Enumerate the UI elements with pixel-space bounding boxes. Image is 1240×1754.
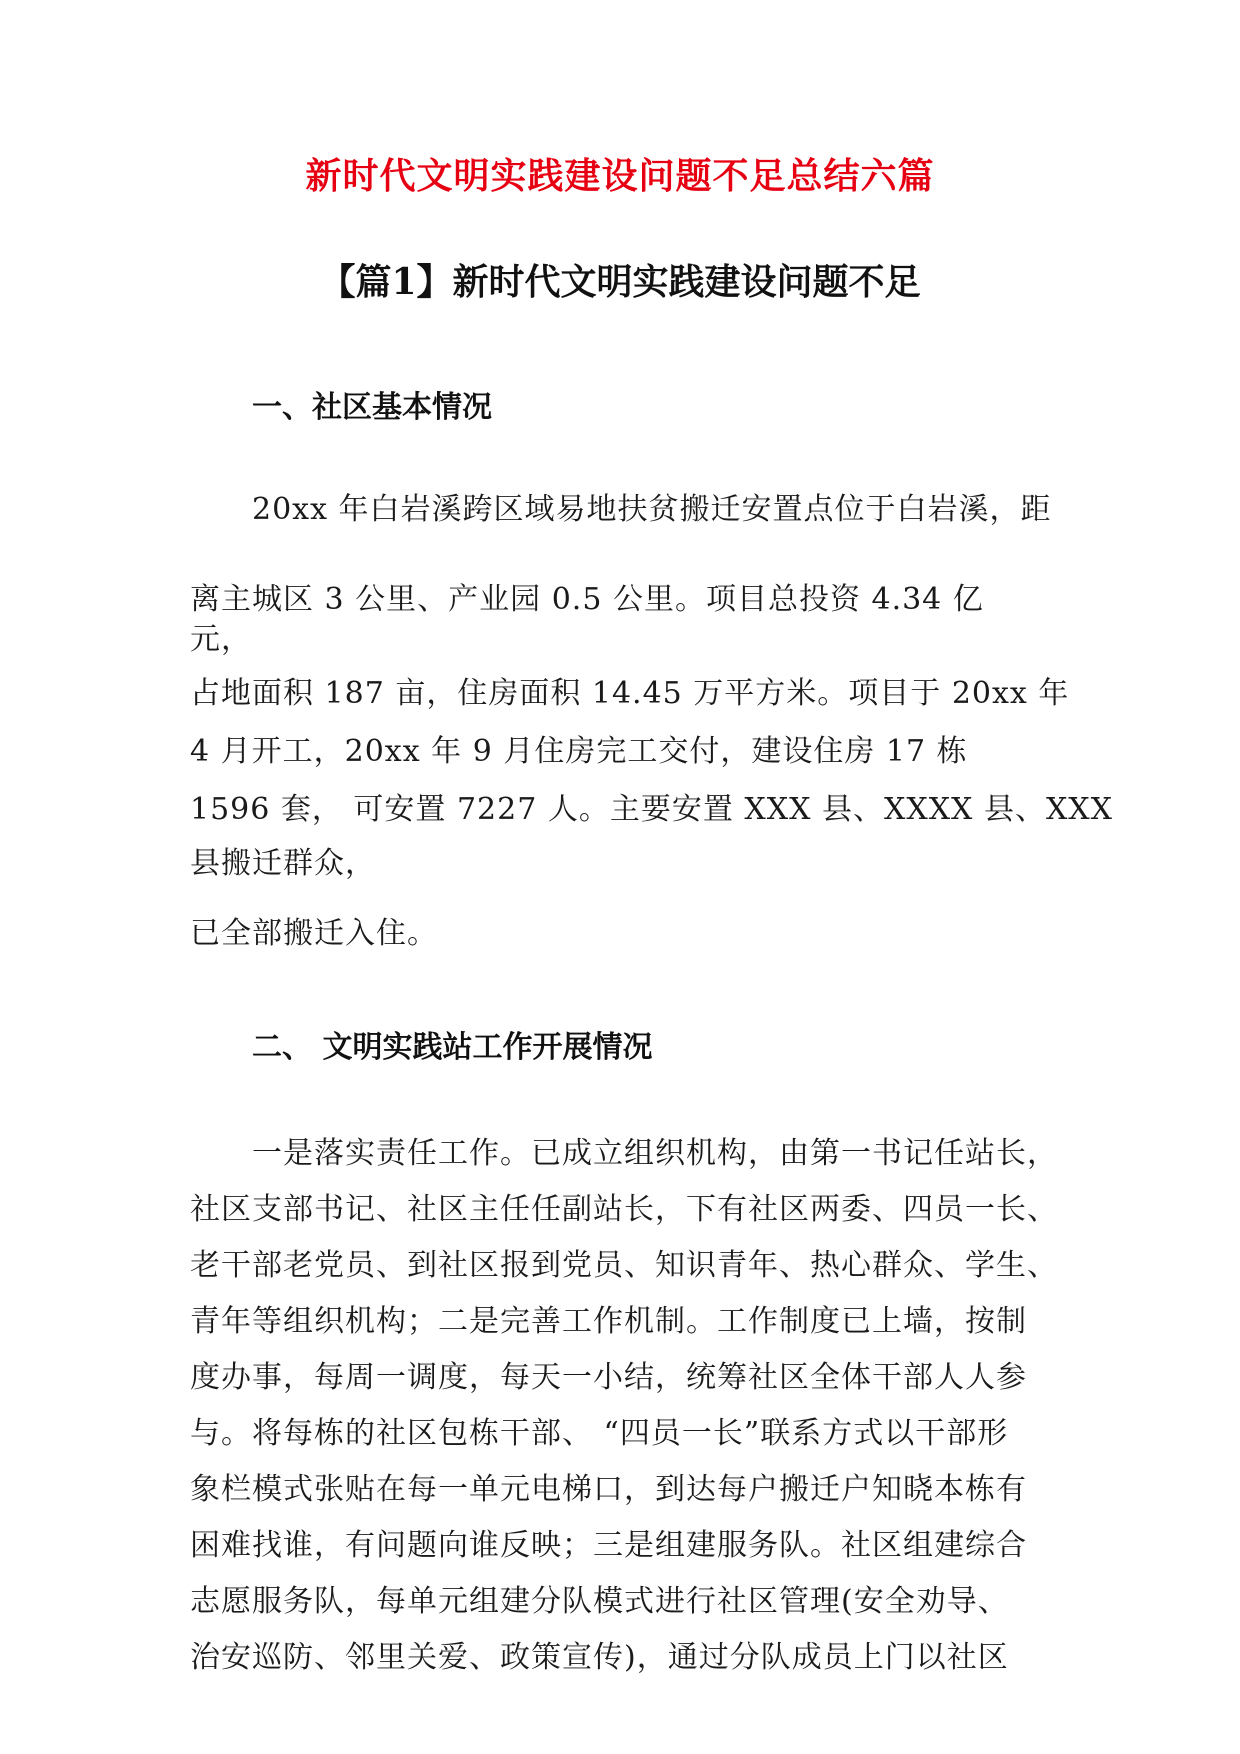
section-heading-1: 一、社区基本情况 bbox=[252, 390, 492, 425]
paragraph-line: 象栏模式张贴在每一单元电梯口，到达每户搬迁户知晓本栋有 bbox=[190, 1472, 1027, 1507]
paragraph-line: 离主城区 3 公里、产业园 0.5 公里。项目总投资 4.34 亿 bbox=[190, 582, 984, 617]
paragraph-line: 占地面积 187 亩，住房面积 14.45 万平方米。项目于 20xx 年 bbox=[190, 676, 1070, 711]
paragraph-line: 与。将每栋的社区包栋干部、 “四员一长”联系方式以干部形 bbox=[190, 1416, 1009, 1451]
paragraph-line: 已全部搬迁入住。 bbox=[190, 916, 438, 951]
section-heading-2: 二、 文明实践站工作开展情况 bbox=[252, 1030, 653, 1065]
paragraph-line: 20xx 年白岩溪跨区域易地扶贫搬迁安置点位于白岩溪，距 bbox=[252, 492, 1052, 527]
chapter-title: 【篇1】新时代文明实践建设问题不足 bbox=[319, 261, 921, 303]
paragraph-line: 社区支部书记、社区主任任副站长，下有社区两委、四员一长、 bbox=[190, 1192, 1058, 1227]
paragraph-line: 度办事，每周一调度，每天一小结，统筹社区全体干部人人参 bbox=[190, 1360, 1027, 1395]
paragraph-line: 青年等组织机构；二是完善工作机制。工作制度已上墙，按制 bbox=[190, 1304, 1027, 1339]
paragraph-line: 4 月开工，20xx 年 9 月住房完工交付，建设住房 17 栋 bbox=[190, 734, 968, 769]
paragraph-line: 1596 套， 可安置 7227 人。主要安置 XXX 县、XXXX 县、XXX bbox=[190, 792, 1114, 827]
paragraph-line: 治安巡防、邻里关爱、政策宣传)，通过分队成员上门以社区 bbox=[190, 1640, 1009, 1675]
paragraph-line: 老干部老党员、到社区报到党员、知识青年、热心群众、学生、 bbox=[190, 1248, 1058, 1283]
paragraph-line: 县搬迁群众， bbox=[190, 846, 376, 881]
paragraph-line: 元， bbox=[190, 622, 252, 657]
document-title: 新时代文明实践建设问题不足总结六篇 bbox=[305, 155, 935, 197]
paragraph-line: 一是落实责任工作。已成立组织机构，由第一书记任站长， bbox=[252, 1136, 1058, 1171]
paragraph-line: 志愿服务队，每单元组建分队模式进行社区管理(安全劝导、 bbox=[190, 1584, 1009, 1619]
paragraph-line: 困难找谁，有问题向谁反映；三是组建服务队。社区组建综合 bbox=[190, 1528, 1027, 1563]
